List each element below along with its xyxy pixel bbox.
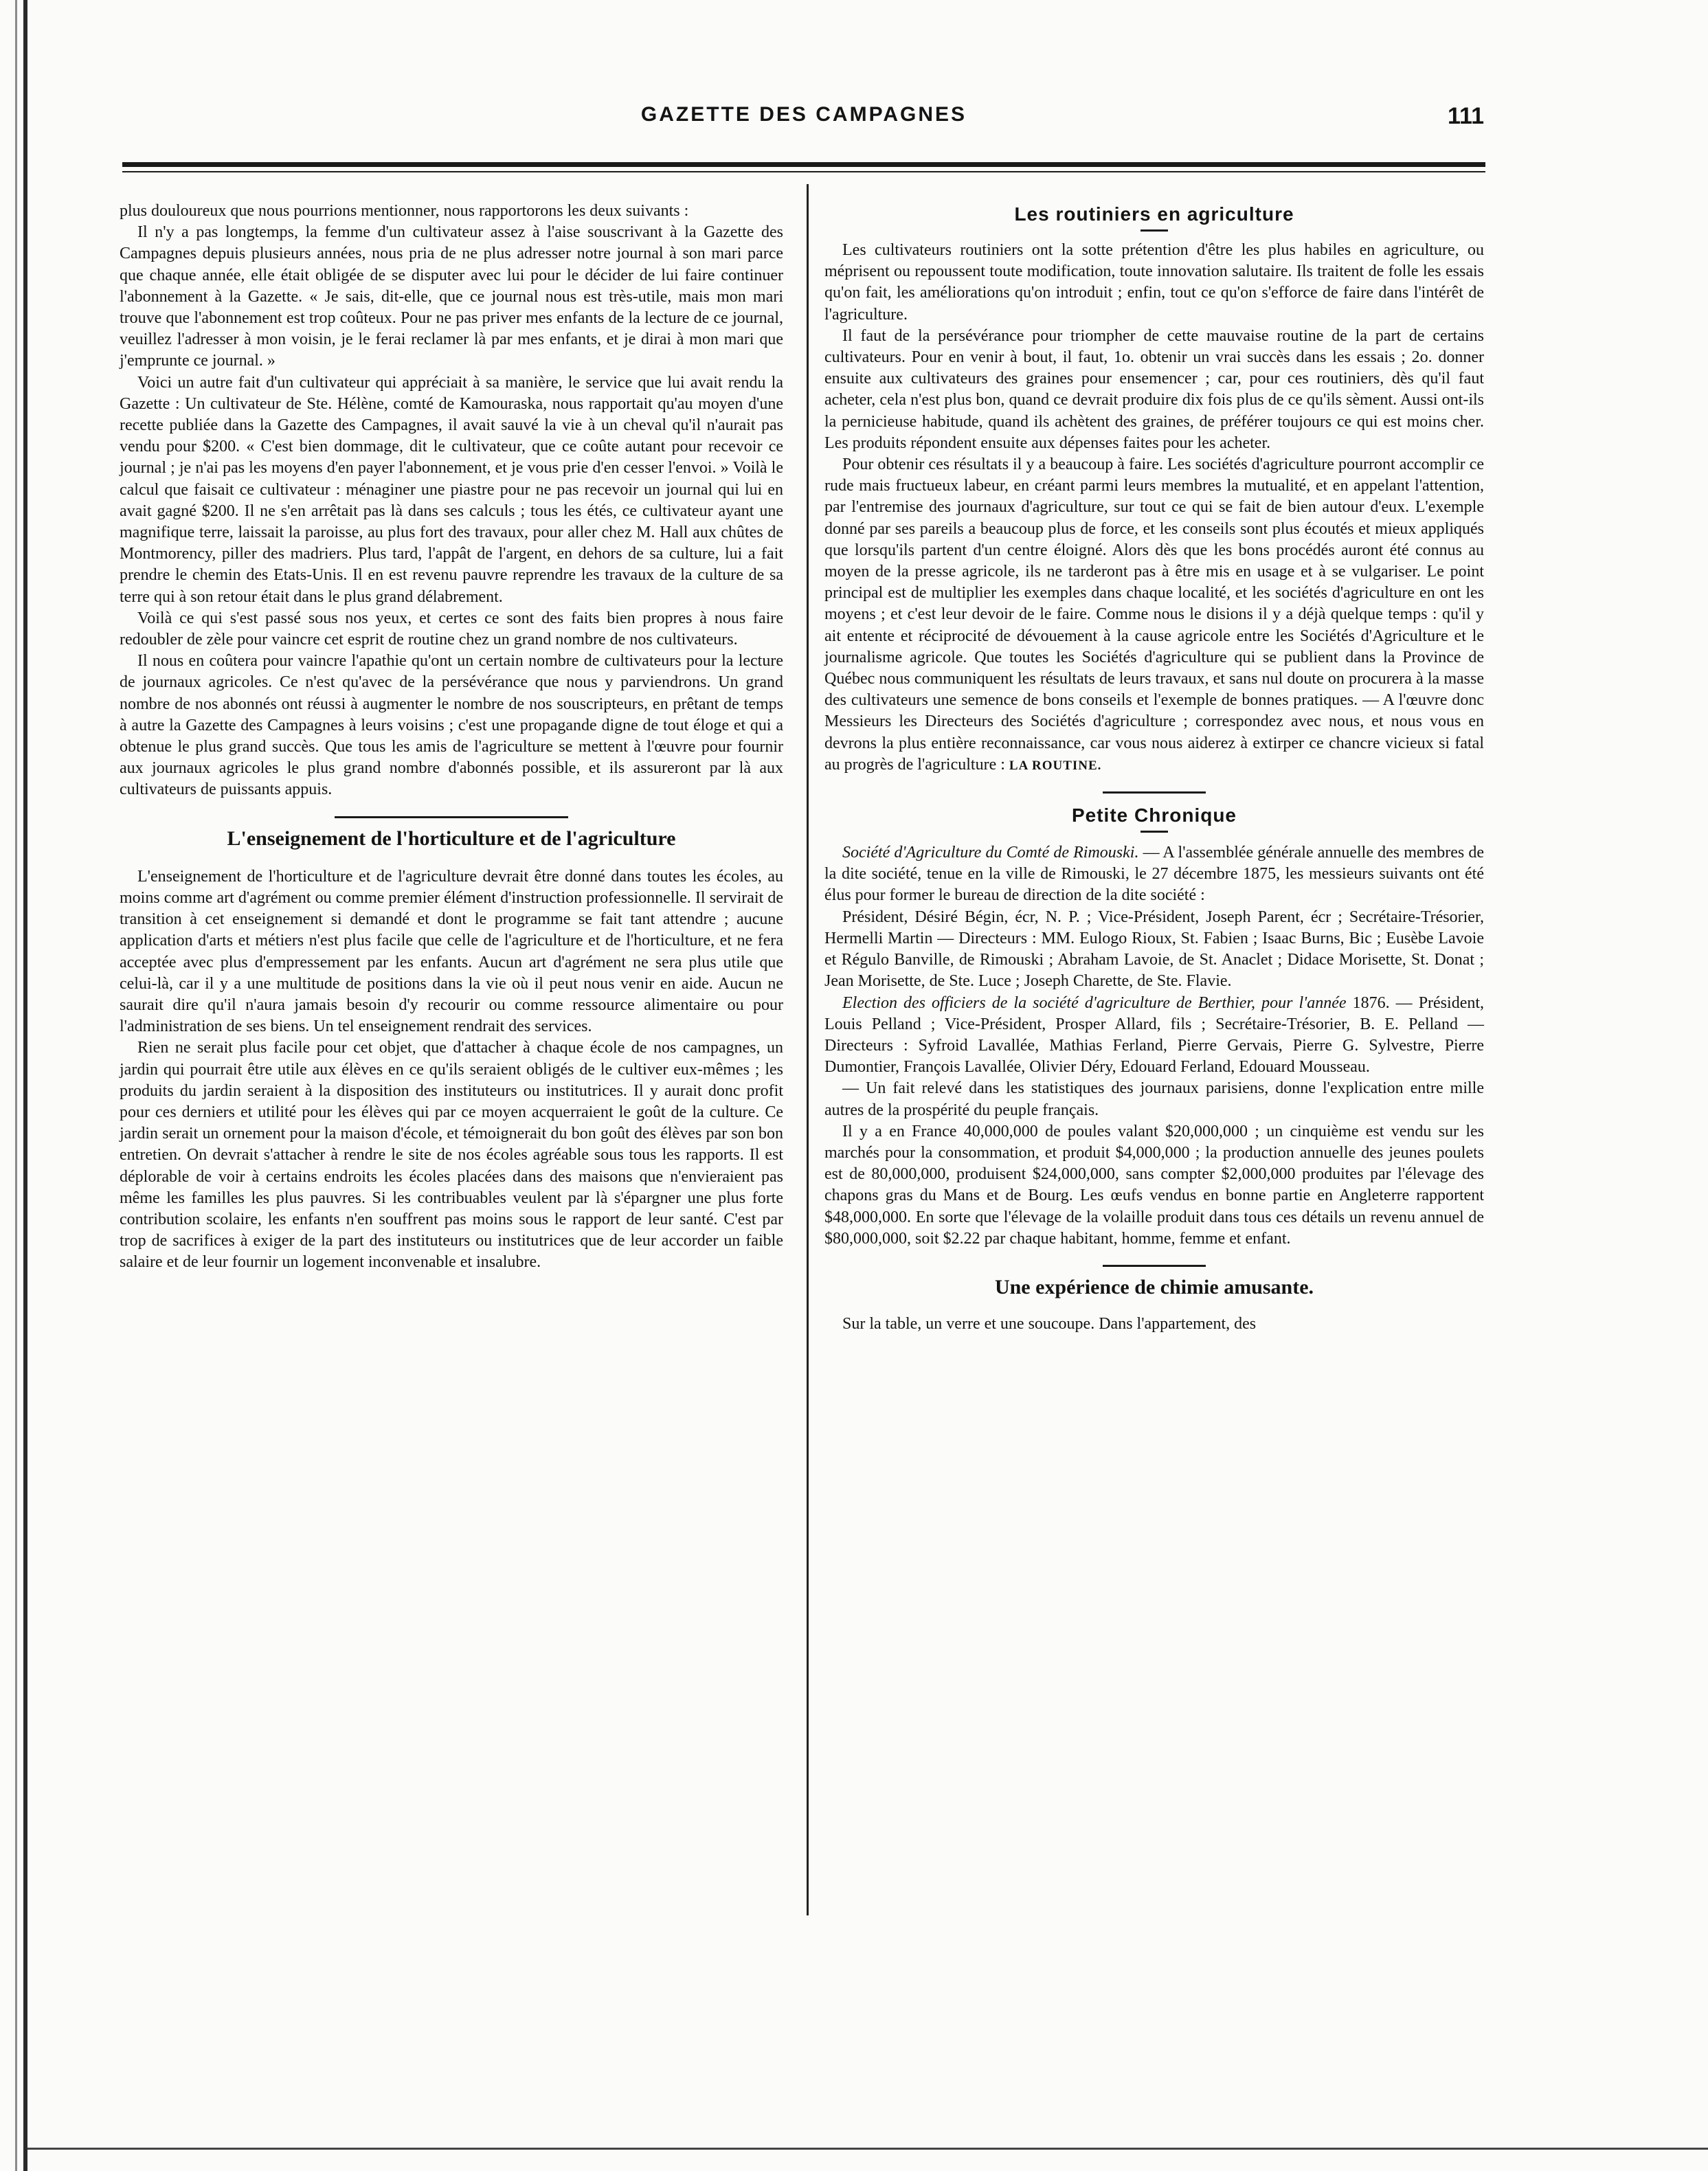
routine-caps: LA ROUTINE. [1009,758,1102,773]
chronique-paragraph [824,842,1484,907]
binding-edge [23,0,27,2171]
article-paragraph: Les cultivateurs routiniers ont la sotte prétention d'être les plus habiles en agriculture, ou méprisent ou repoussent toute modification, toute innovation salutaire. Ils traitent de folle les essais qu'on fait, les améliorations qu'on introduit ; enfin, tout ce qu'on s'efforce de faire dans l'intérêt de l'agriculture. [824,241,1484,324]
article-paragraph: Il faut de la persévérance pour triompher de cette mauvaise routine de la part de certains cultivateurs. Pour en venir à bout, il faut, 1o. obtenir un vrai succès dans les essais ; 2o. donner ensuite aux cultivateurs des graines pour ensemencer ; car, pour ces routiniers, dès qu'il faut acheter, cela n'est plus bon, quand ce devrait produire dix fois plus de ce qu'ils sèment. Aussi ont-ils la pernicieuse habitude, quand ils achètent des graines, de préférer toujours ce qui est moins cher. Les produits répondent ensuite aux dépenses faites pour les acheter. [824,326,1484,452]
running-title: GAZETTE DES CAMPAGNES [640,103,967,126]
left-column [120,201,783,1274]
article-paragraph: L'enseignement de l'horticulture et de l'agriculture devrait être donné dans toutes les écoles, au moins comme art d'agrément ou comme premier élément d'instruction professionnelle. Il servirait de transition à cet enseignement si demandé et dont le programme se fait tant attendre ; aucune application d'arts et métiers n'est plus facile que celle de l'agriculture et de l'horticulture, et ne fera acceptée avec plus d'empressement par les enfants. Aucun art d'agrément ne sera plus utile que celui-là, car il y a une multitude de positions dans la vie où il peut nous venir en aide. Aucun ne saurait dire qu'il n'aura jamais besoin d'y recourir ou comme ressource alimentaire ou pour l'administration de ses biens. Un tel enseignement rendrait des services. [120,867,783,1036]
header-rule-thin [122,171,1485,172]
chronique-title: Société d'Agriculture du Comté de Rimouski. [842,844,1139,862]
section-title-horticulture: L'enseignement de l'horticulture et de l'agriculture [227,826,676,850]
page-header [124,103,1484,137]
article-paragraph [824,454,1484,776]
section-separator [335,816,568,818]
article-paragraph: Voilà ce qui s'est passé sous nos yeux, et certes ce sont des faits bien propres à nous faire redoubler de zèle pour vaincre cet esprit de routine chez un grand nombre de nos cultivateurs. [120,609,783,649]
paragraph-text: Pour obtenir ces résultats il y a beaucoup à faire. Les sociétés d'agriculture pourront accomplir ce rude mais fructueux labeur, en créant parmi leurs membres la mutualité, et en appelant l'attention, par l'entremise des journaux d'agriculture, sur tout ce qui se fait de bien autour d'eux. L'exemple donné par ses pareils a beaucoup plus de force, et les conseils sont plus écoutés et mieux appliqués que lorsqu'ils partent d'un centre éloigné. Alors dès que les bons procédés auront été connus au moyen de la presse agricole, ils ne tarderont pas à être mis en usage et à se vulgariser. Le point principal est de multiplier les exemples dans chaque localité, et les sociétés d'agriculture en ont les moyens ; et c'est leur devoir de le faire. Comme nous le disions il y a déjà quelque temps : qu'il y ait entente et réciprocité de dévouement à la cause agricole entre les Sociétés d'Agriculture et le journalisme agricole. Que toutes les Sociétés d'agriculture qui se publient dans la Province de Québec nous communiquent les résultats de leurs travaux, et sans nul doute on procurera à la masse des cultivateurs une semence de bons conseils et l'exemple de bonnes pratiques. — A l'œuvre donc Messieurs les Directeurs des Sociétés d'agriculture ; correspondez avec nous, et nous vous en devrons la plus entière reconnaissance, car vous nous aiderez à extirper ce chancre vicieux si fatal au progrès de l'agriculture : [824,455,1484,774]
chronique-text: — A l'assemblée générale annuelle des membres de la dite société, tenue en la ville de Rimouski, le 27 décembre 1875, les messieurs suivants ont été élus pour former le bureau de direction de la dite société : [824,844,1484,905]
chronique-paragraph: Il y a en France 40,000,000 de poules valant $20,000,000 ; un cinquième est vendu sur les marchés pour la consommation, et produit $4,000,000 ; la production annuelle des jeunes poulets est de 80,000,000, produisent $24,000,000, sans compter $2,000,000 produites par l'élevage des chapons gras du Mans et de Bourg. Les œufs vendus en bonne partie en Angleterre rapportent $48,000,000. En sorte que l'élevage de la volaille produit dans tous ces détails un revenu annuel de $80,000,000, soit $2.22 par chaque habitant, homme, femme et enfant. [824,1122,1484,1248]
title-dash [1140,831,1168,833]
chronique-paragraph: — Un fait relevé dans les statistiques des journaux parisiens, donne l'explication entre mille autres de la prospérité du peuple français. [824,1079,1484,1119]
article-paragraph: Sur la table, un verre et une soucoupe. Dans l'appartement, des [842,1314,1257,1333]
chronique-text: 1876. — Président, Louis Pelland ; Vice-Président, Prosper Allard, fils ; Secrétaire-Trésorier, B. E. Pelland — Directeurs : Syfroid Lavallée, Mathias Ferland, Pierre Gervais, Pierre G. Sylvestre, Pierre Dumontier, François Lavallée, Olivier Déry, Edouard Ferland, Edouard Mousseau. [824,993,1485,1077]
right-column [824,201,1484,1335]
title-dash [1140,229,1168,232]
section-separator [1103,1265,1206,1267]
section-title-chimie: Une expérience de chimie amusante. [994,1275,1314,1298]
column-divider [807,184,809,1915]
article-paragraph: Il nous en coûtera pour vaincre l'apathie qu'ont un certain nombre de cultivateurs pour la lecture de journaux agricoles. Ce n'est qu'avec de la persévérance que nous y parviendrons. Un grand nombre de nos abonnés ont réussi à augmenter le nombre de nos souscripteurs, en prêtant de temps à autre la Gazette des Campagnes à leurs voisins ; c'est une propagande digne de tout éloge et qui a obtenue le plus grand succès. Que tous les amis de l'agriculture se mettent à l'œuvre pour fournir aux journaux agricoles le plus grand nombre d'abonnés possible, et ils assureront par là aux cultivateurs de puissants appuis. [120,652,783,799]
bottom-edge [27,2148,1708,2150]
section-separator [1103,791,1206,794]
chronique-paragraph [824,993,1484,1079]
article-paragraph: Voici un autre fait d'un cultivateur qui appréciait à sa manière, le service que lui avait rendu la Gazette : Un cultivateur de Ste. Hélène, comté de Kamouraska, nous rapportait qu'au moyen d'une recette publiée dans la Gazette des Campagnes, il avait sauvé la vie à un cheval qu'il n'aurait pas vendu pour $200. « C'est bien dommage, dit le cultivateur, que ce coûte autant pour recevoir ce journal ; je n'ai pas les moyens d'en payer l'abonnement, et je vous prie d'en cesser l'envoi. » Voilà le calcul que faisait ce cultivateur : ménaginer une piastre pour ne pas recevoir un journal qui lui en avait gagné $200. Il ne s'en arrêtait pas là dans ses calculs ; tous les étés, ce cultivateur ayant une magnifique terre, laissait la paroisse, au plus fort des travaux, pour aller chez M. Hall aux chûtes de Montmorency, piller des madriers. Plus tard, l'appât de l'argent, en dehors de sa culture, lui a fait prendre le chemin des Etats-Unis. Il en est revenu pauvre reprendre les travaux de la culture de sa terre qui à son retour était dans le plus grand délabrement. [120,373,783,606]
section-title-chronique: Petite Chronique [1071,805,1237,826]
binding-shadow [15,0,17,2171]
chronique-list: Président, Désiré Bégin, écr, N. P. ; Vice-Président, Joseph Parent, écr ; Secrétaire-Trésorier, Hermelli Martin — Directeurs : MM. Eulogo Rioux, St. Fabien ; Isaac Burns, Bic ; Eusèbe Lavoie et Régulo Banville, de Rimouski ; Abraham Lavoie, de St. Anaclet ; Didace Morisette, St. Donat ; Jean Morisette, de Ste. Luce ; Joseph Charette, de Ste. Flavie. [824,908,1484,991]
article-paragraph: Rien ne serait plus facile pour cet objet, que d'attacher à chaque école de nos campagnes, un jardin qui pourrait être utile aux élèves en ce qu'ils seraient obligés de le cultiver eux-mêmes ; les produits du jardin seraient à la disposition des instituteurs ou institutrices. Il y aurait donc profit pour ces derniers et utilité pour les élèves qui par ce moyen acquerraient le goût de la culture. Ce jardin serait un ornement pour la maison d'école, et témoignerait du bon goût des élèves par son bon entretien. On devrait s'attacher à rendre le site de nos écoles agréable sous tous les rapports. Il est déplorable de voir à certains endroits les écoles placées dans des maisons que n'envieraient pas même les familles les plus pauvres. Si les contribuables veulent par là s'épargner une plus forte contribution scolaire, les enfants n'en souffrent pas moins sous le rapport de leur santé. C'est par trop de sacrifices à exiger de la part des instituteurs ou institutrices que de leur accorder un faible salaire et de leur fournir un logement inconvenable et insalubre. [120,1039,783,1272]
header-rule-thick [122,162,1485,167]
chronique-title: Election des officiers de la société d'agriculture de Berthier, pour l'année [842,993,1347,1012]
section-title-routiniers: Les routiniers en agriculture [1014,203,1294,225]
intro-paragraph: plus douloureux que nous pourrions mentionner, nous rapportorons les deux suivants : [120,202,689,220]
page-number: 111 [1448,103,1484,129]
article-paragraph: Il n'y a pas longtemps, la femme d'un cultivateur assez à l'aise souscrivant à la Gazette des Campagnes depuis plusieurs années, nous pria de ne plus adresser notre journal à son mari parce que chaque année, elle était obligée de se disputer avec lui pour le décider de lui faire continuer l'abonnement à la Gazette. « Je sais, dit-elle, que ce journal nous est très-utile, mais mon mari trouve que l'abonnement est trop coûteux. Pour ne pas priver mes enfants de la lecture de ce journal, veuillez l'adresser à mon voisin, je le ferai reclamer là par mes enfants, et je dirai à mon mari que j'emprunte ce journal. » [120,223,783,370]
